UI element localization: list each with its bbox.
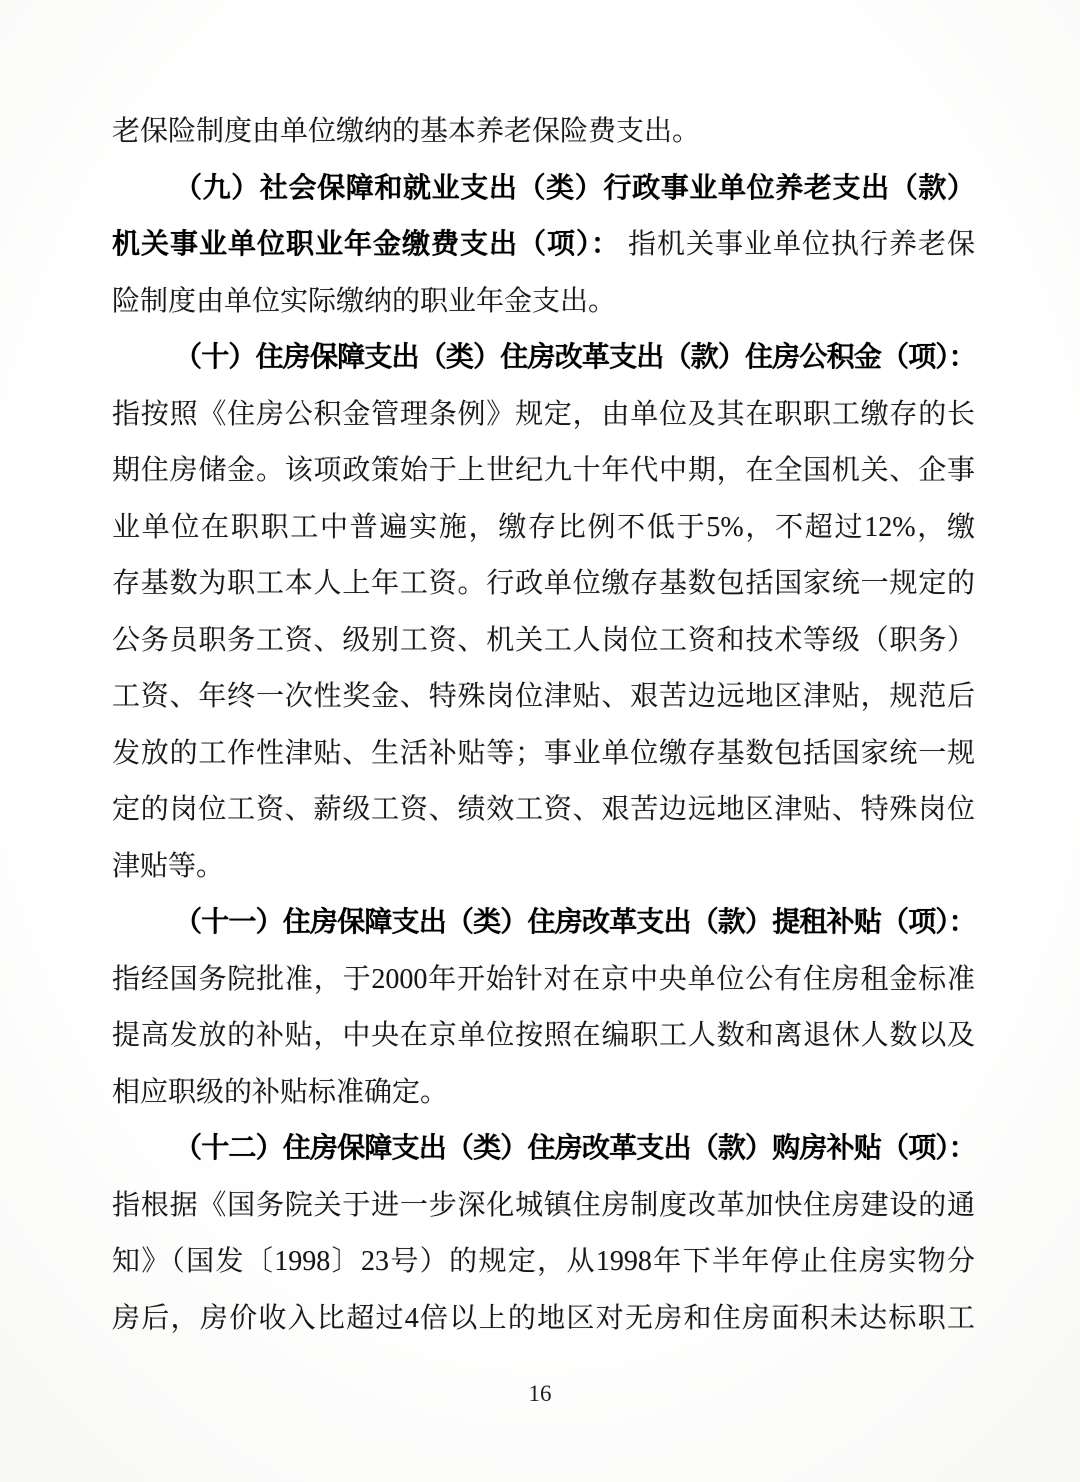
body-text-run: 发放的工作性津贴、生活补贴等；事业单位缴存基数包括国家统一规 — [112, 737, 975, 769]
body-text-run: 房后，房价收入比超过4倍以上的地区对无房和住房面积未达标职工 — [112, 1302, 975, 1334]
body-text-run: 知》（国发〔1998〕23号）的规定，从1998年下半年停止住房实物分 — [112, 1246, 975, 1277]
text-line — [112, 669, 975, 726]
text-line — [112, 104, 975, 161]
body-text-run: 公务员职务工资、级别工资、机关工人岗位工资和技术等级（职务） — [112, 624, 975, 656]
text-line — [112, 1178, 975, 1235]
body-text-run: 险制度由单位实际缴纳的职业年金支出。 — [112, 285, 617, 317]
text-line — [112, 387, 975, 444]
body-text-run: 指根据《国务院关于进一步深化城镇住房制度改革加快住房建设的通 — [112, 1189, 975, 1221]
bold-text-run: （九）社会保障和就业支出（类）行政事业单位养老支出（款） — [174, 172, 975, 204]
body-text-run: 指经国务院批准，于2000年开始针对在京中央单位公有住房租金标准 — [112, 963, 975, 995]
body-text-run: 指按照《住房公积金管理条例》规定，由单位及其在职职工缴存的长 — [112, 398, 975, 430]
body-text-run: 业单位在职职工中普遍实施，缴存比例不低于5%，不超过12%，缴 — [112, 511, 975, 543]
bold-text-run: 机关事业单位职业年金缴费支出（项）： — [112, 229, 620, 260]
heading-line — [112, 1121, 975, 1178]
body-text-run: 指机关事业单位执行养老保 — [619, 229, 975, 260]
text-line — [112, 217, 975, 274]
heading-line — [112, 161, 975, 218]
text-line — [112, 952, 975, 1009]
body-text-run: 期住房储金。该项政策始于上世纪九十年代中期，在全国机关、企事 — [112, 455, 975, 486]
body-text-run: 工资、年终一次性奖金、特殊岗位津贴、艰苦边远地区津贴，规范后 — [112, 681, 975, 712]
text-line — [112, 613, 975, 670]
body-text-run: 提高发放的补贴，中央在京单位按照在编职工人数和离退休人数以及 — [112, 1020, 975, 1051]
body-text-run: 存基数为职工本人上年工资。行政单位缴存基数包括国家统一规定的 — [112, 568, 975, 599]
text-line — [112, 443, 975, 500]
text-line — [112, 556, 975, 613]
body-text-run: 定的岗位工资、薪级工资、绩效工资、艰苦边远地区津贴、特殊岗位 — [112, 794, 975, 825]
heading-line — [112, 895, 975, 952]
text-line — [112, 1234, 975, 1291]
text-line — [112, 274, 975, 331]
body-text-run: 津贴等。 — [112, 850, 225, 882]
text-line — [112, 1065, 975, 1122]
bold-text-run: （十）住房保障支出（类）住房改革支出（款）住房公积金（项）： — [174, 342, 975, 373]
text-line — [112, 782, 975, 839]
text-line — [112, 726, 975, 783]
bold-text-run: （十二）住房保障支出（类）住房改革支出（款）购房补贴（项）： — [174, 1133, 975, 1164]
bold-text-run: （十一）住房保障支出（类）住房改革支出（款）提租补贴（项）： — [174, 907, 975, 938]
heading-line — [112, 330, 975, 387]
text-line — [112, 1291, 975, 1348]
document-text-column — [112, 104, 975, 1347]
text-line — [112, 500, 975, 557]
text-line — [112, 839, 975, 896]
text-line — [112, 1008, 975, 1065]
body-text-run: 相应职级的补贴标准确定。 — [112, 1076, 449, 1108]
body-text-run: 老保险制度由单位缴纳的基本养老保险费支出。 — [112, 116, 701, 147]
page-number: 16 — [528, 1381, 552, 1406]
